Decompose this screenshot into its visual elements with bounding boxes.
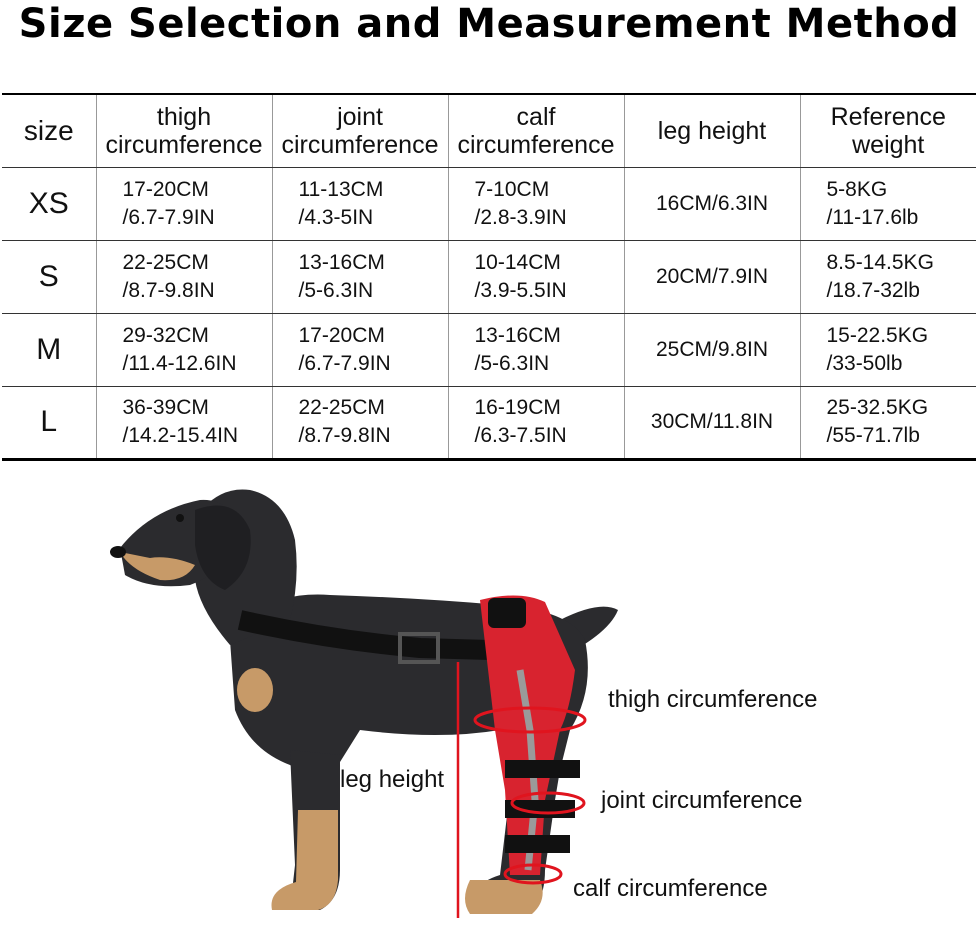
thigh-cell: 17-20CM /6.7-7.9IN bbox=[96, 167, 272, 240]
calf-label: calf circumference bbox=[573, 875, 768, 902]
brace-strap bbox=[505, 835, 570, 853]
weight-cell: 15-22.5KG /33-50lb bbox=[800, 313, 976, 386]
thigh-cell: 29-32CM /11.4-12.6IN bbox=[96, 313, 272, 386]
leg-height-cell: 20CM/7.9IN bbox=[624, 240, 800, 313]
header-leg-height: leg height bbox=[624, 94, 800, 167]
header-calf: calf circumference bbox=[448, 94, 624, 167]
thigh-cell: 36-39CM /14.2-15.4IN bbox=[96, 386, 272, 459]
joint-cell: 17-20CM /6.7-7.9IN bbox=[272, 313, 448, 386]
calf-cell: 16-19CM /6.3-7.5IN bbox=[448, 386, 624, 459]
table-row bbox=[2, 167, 976, 240]
header-thigh: thigh circumference bbox=[96, 94, 272, 167]
dog-nose bbox=[110, 546, 126, 558]
leg-height-cell: 25CM/9.8IN bbox=[624, 313, 800, 386]
brace-strap-top bbox=[488, 598, 526, 628]
table-row bbox=[2, 386, 976, 459]
size-cell: S bbox=[2, 240, 96, 313]
joint-cell: 22-25CM /8.7-9.8IN bbox=[272, 386, 448, 459]
page-title: Size Selection and Measurement Method bbox=[18, 1, 960, 47]
calf-cell: 13-16CM /5-6.3IN bbox=[448, 313, 624, 386]
joint-label: joint circumference bbox=[601, 787, 803, 814]
header-weight: Reference weight bbox=[800, 94, 976, 167]
table-row bbox=[2, 240, 976, 313]
calf-cell: 10-14CM /3.9-5.5IN bbox=[448, 240, 624, 313]
joint-cell: 13-16CM /5-6.3IN bbox=[272, 240, 448, 313]
header-joint: joint circumference bbox=[272, 94, 448, 167]
dog-eye bbox=[176, 514, 184, 522]
joint-cell: 11-13CM /4.3-5IN bbox=[272, 167, 448, 240]
weight-cell: 8.5-14.5KG /18.7-32lb bbox=[800, 240, 976, 313]
dog-chest-spot bbox=[237, 668, 273, 712]
table-header-row bbox=[2, 94, 976, 167]
thigh-label: thigh circumference bbox=[608, 686, 818, 713]
thigh-cell: 22-25CM /8.7-9.8IN bbox=[96, 240, 272, 313]
size-cell: M bbox=[2, 313, 96, 386]
weight-cell: 5-8KG /11-17.6lb bbox=[800, 167, 976, 240]
dog-front-paw bbox=[272, 810, 339, 910]
weight-cell: 25-32.5KG /55-71.7lb bbox=[800, 386, 976, 459]
leg-height-cell: 16CM/6.3IN bbox=[624, 167, 800, 240]
dog-illustration bbox=[0, 470, 978, 926]
leg-height-label: leg height bbox=[340, 766, 445, 793]
measurement-illustration bbox=[0, 470, 978, 926]
size-cell: XS bbox=[2, 167, 96, 240]
calf-cell: 7-10CM /2.8-3.9IN bbox=[448, 167, 624, 240]
table-row bbox=[2, 313, 976, 386]
dog-rear-paw bbox=[465, 880, 543, 914]
size-table bbox=[2, 93, 976, 461]
header-size: size bbox=[2, 94, 96, 167]
brace-strap bbox=[505, 760, 580, 778]
size-cell: L bbox=[2, 386, 96, 459]
leg-height-cell: 30CM/11.8IN bbox=[624, 386, 800, 459]
